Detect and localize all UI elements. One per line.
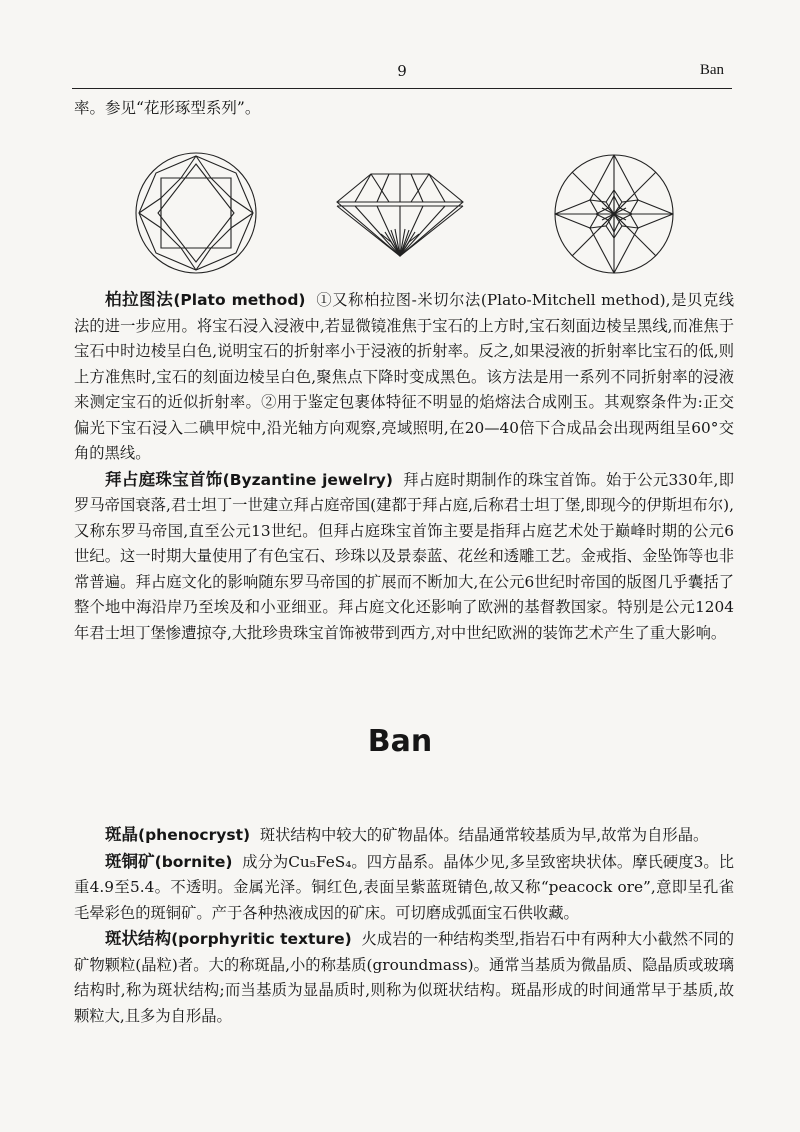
octagon-top-view-drawing — [133, 150, 259, 276]
entry-phenocryst — [74, 822, 734, 849]
rosette-top-view-figure — [552, 152, 676, 276]
figure-row — [0, 150, 800, 280]
brilliant-side-view-drawing — [333, 172, 467, 258]
entry-plato-method — [74, 287, 734, 467]
rosette-top-view-drawing — [552, 152, 676, 276]
brilliant-side-view-figure — [333, 172, 467, 258]
entry-headword: 柏拉图法 — [105, 290, 174, 309]
section-title: Ban — [367, 724, 433, 759]
entry-body: 拜占庭时期制作的珠宝首饰。始于公元330年,即罗马帝国衰落,君士坦丁一世建立拜占庭帝国(建都于拜占庭,后称君士坦丁堡,即现今的伊斯坦布尔),又称东罗马帝国,直至公元13世纪。但拜占庭珠宝首饰主要是指拜占庭艺术处于巅峰时期的公元6世纪。这一时期大量使用了有色宝石、珍珠以及景泰蓝、花丝和透雕工艺。金戒指、金坠饰等也非常普遍。拜占庭文化的影响随东罗马帝国的扩展而不断加大,在公元6世纪时帝国的版图几乎囊括了整个地中海沿岸乃至埃及和小亚细亚。拜占庭文化还影响了欧洲的基督教国家。特别是公元1204年君士坦丁堡惨遭掠夺,大批珍贵珠宝首饰被带到西方,对中世纪欧洲的装饰艺术产生了重大影响。 — [74, 470, 735, 642]
entry-porphyritic-texture — [74, 926, 734, 1029]
entry-body: 成分为Cu₅FeS₄。四方晶系。晶体少见,多呈致密块状体。摩氏硬度3。比重4.9至5.4。不透明。金属光泽。铜红色,表面呈紫蓝斑锖色,故又称“peacock ore”,意即呈孔雀毛晕彩色的斑铜矿。产于各种热液成因的矿床。可切磨成弧面宝石供收藏。 — [74, 852, 734, 922]
entry-body: 斑状结构中较大的矿物晶体。结晶通常较基质为早,故常为自形晶。 — [259, 826, 709, 844]
entry-headword: 拜占庭珠宝首饰 — [105, 469, 223, 489]
entry-term: (phenocryst) — [138, 826, 251, 844]
running-head: Ban — [699, 62, 724, 78]
entry-bornite — [74, 849, 734, 927]
entry-headword: 斑状结构 — [105, 929, 172, 948]
continuation-text: 率。参见“花形琢型系列”。 — [74, 99, 261, 117]
entry-term: (porphyritic texture) — [171, 930, 352, 948]
entry-headword: 斑晶 — [105, 825, 138, 844]
page-header — [72, 60, 732, 89]
entry-body: 火成岩的一种结构类型,指岩石中有两种大小截然不同的矿物颗粒(晶粒)者。大的称斑晶,小的称基质(groundmass)。通常当基质为微晶质、隐晶质或玻璃结构时,称为斑状结构;而当基质为显晶质时,则称为似斑状结构。斑晶形成的时间通常早于基质,故颗粒大,且多为自形晶。 — [74, 930, 735, 1025]
entry-headword: 斑铜矿 — [105, 851, 155, 871]
entries-ban-section — [74, 822, 734, 1029]
octagon-top-view-figure — [133, 150, 259, 276]
entry-term: (bornite) — [154, 852, 233, 871]
page-number: 9 — [397, 62, 407, 80]
entry-byzantine-jewelry — [74, 467, 734, 647]
entry-term: (Plato method) — [173, 291, 306, 309]
entries-b-section — [74, 287, 734, 646]
entry-term: (Byzantine jewelry) — [222, 470, 393, 489]
entry-body: ①又称柏拉图-米切尔法(Plato-Mitchell method),是贝克线法的进一步应用。将宝石浸入浸液中,若显微镜准焦于宝石的上方时,宝石刻面边棱呈黑线,而准焦于宝石中时边棱呈白色,说明宝石的折射率小于浸液的折射率。反之,如果浸液的折射率比宝石的低,则上方准焦时,宝石的刻面边棱呈白色,聚焦点下降时变成黑色。该方法是用一系列不同折射率的浸液来测定宝石的近似折射率。②用于鉴定包裹体特征不明显的焰熔法合成刚玉。其观察条件为:正交偏光下宝石浸入二碘甲烷中,沿光轴方向观察,亮域照明,在20—40倍下合成品会出现两组呈60°交角的黑线。 — [74, 291, 735, 462]
